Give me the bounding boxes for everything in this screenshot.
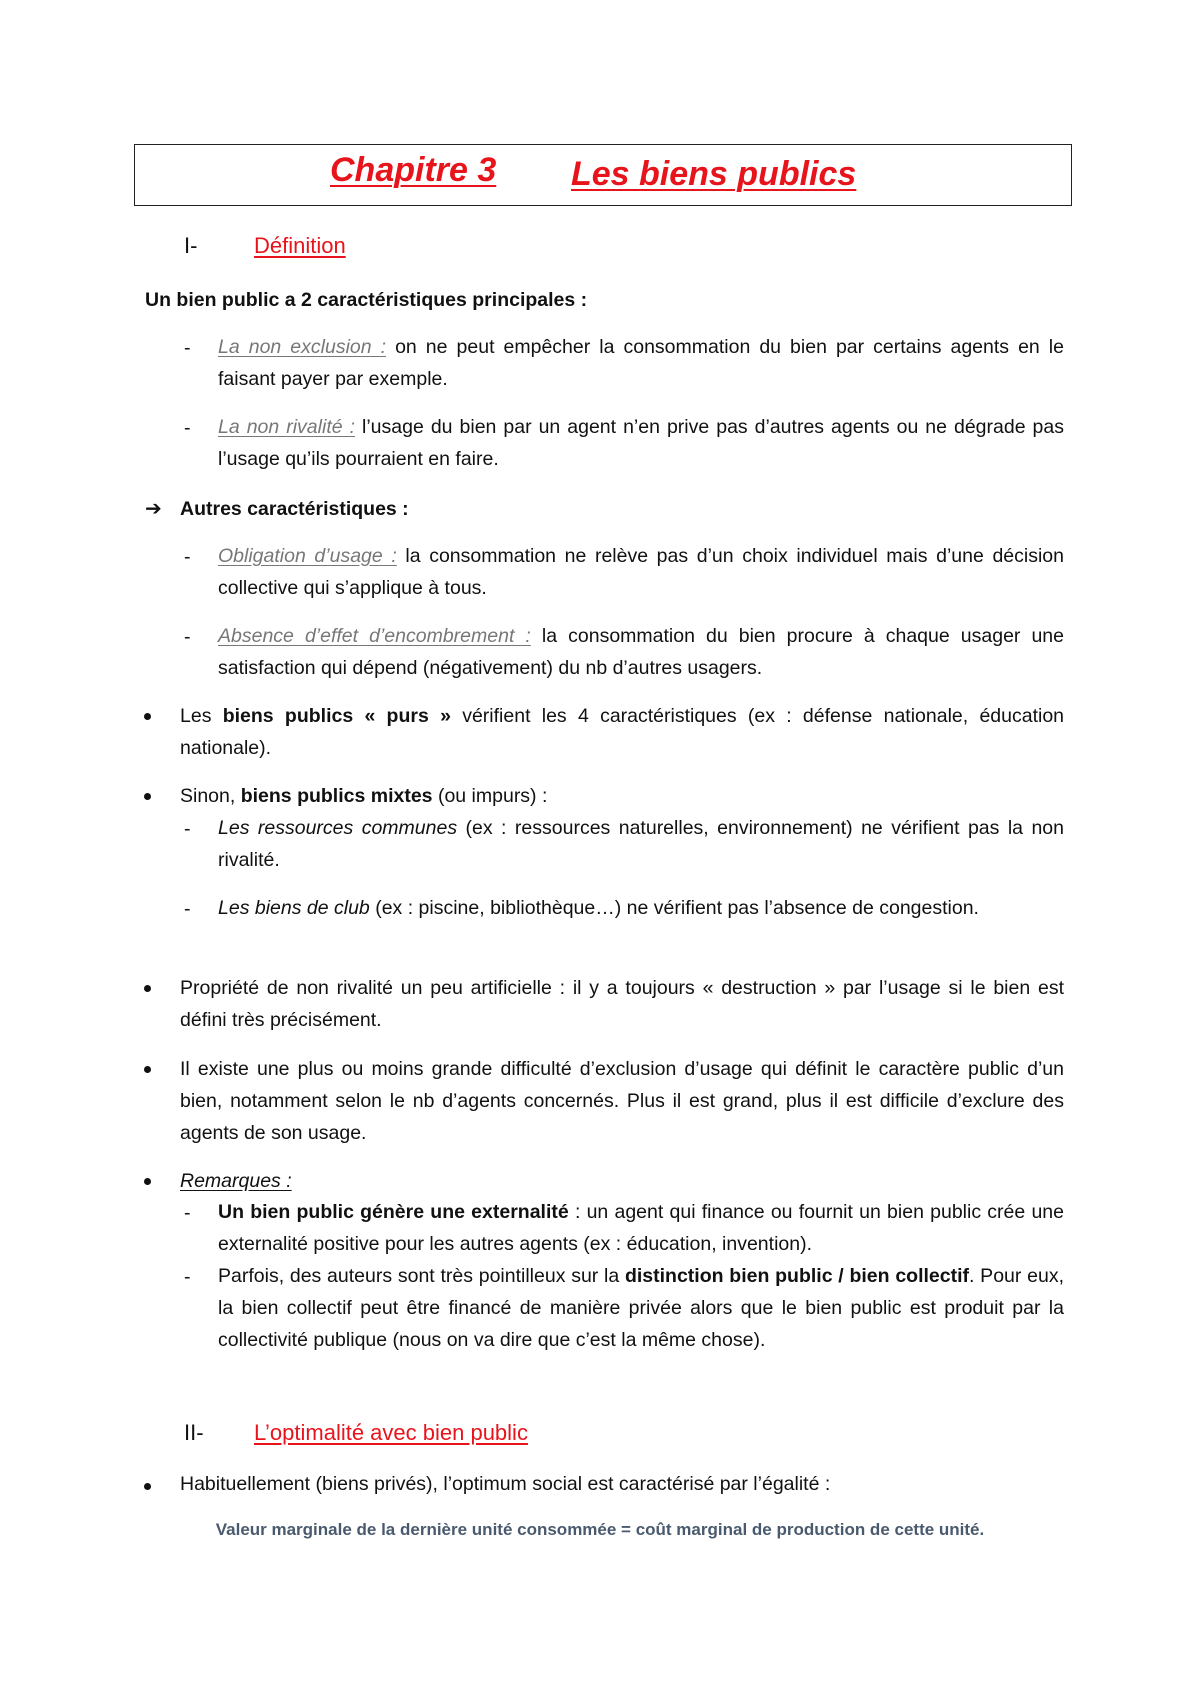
term: Les ressources communes: [218, 817, 458, 839]
text: . Pour eux, la bien collectif peut être financé de manière privée alors que le bien public est produit par la collectivité publique (nous on va dire que c’est la même chose).: [218, 1265, 1064, 1351]
bullet-dot-icon: [144, 713, 151, 720]
term: La non exclusion :: [218, 336, 387, 358]
section-1-heading: [184, 233, 346, 259]
term: Absence d’effet d’encombrement :: [218, 625, 531, 647]
section-2-title: L’optimalité avec bien public: [254, 1420, 528, 1445]
item-text: l’usage du bien par un agent n’en prive pas d’autres agents ou ne dégrade pas l’usage qu’ils pourraient en faire.: [218, 416, 1064, 470]
bullet-dot-icon: [144, 1066, 151, 1073]
list-dash: -: [184, 898, 191, 920]
item-text: on ne peut empêcher la consommation du bien par certains agents en le faisant payer par exemple.: [218, 336, 1064, 390]
formula-text: Valeur marginale de la dernière unité consommée = coût marginal de production de cette unité.: [215, 1520, 985, 1539]
bold-text: distinction bien public / bien collectif: [624, 1265, 970, 1287]
bullet-dot-icon: [144, 1178, 151, 1185]
item-text: la consommation du bien procure à chaque usager une satisfaction qui dépend (négativement) du nb d’autres usagers.: [218, 625, 1064, 679]
arrow-icon: ➔: [145, 498, 162, 520]
bullet-dot-icon: [144, 1483, 151, 1490]
section-2-number: II-: [184, 1420, 204, 1445]
chapter-title-box: [134, 144, 1072, 206]
chapter-number: Chapitre 3: [330, 151, 497, 189]
section-2-heading: [184, 1420, 528, 1446]
item-text: (ex : ressources naturelles, environnement) ne vérifient pas la non rivalité.: [218, 817, 1064, 871]
remarque-item: [218, 1196, 1064, 1260]
list-item: [218, 331, 1064, 395]
list-dash: -: [184, 818, 191, 840]
text: Parfois, des auteurs sont très pointilleux sur la: [218, 1265, 625, 1287]
term: Obligation d’usage :: [218, 545, 397, 567]
list-item: [218, 620, 1064, 684]
list-item: [218, 812, 1064, 876]
section-1-title: Définition: [254, 233, 346, 258]
bullet-dot-icon: [144, 793, 151, 800]
chapter-subject: Les biens publics: [571, 155, 857, 193]
item-text: la consommation ne relève pas d’un choix individuel mais d’une décision collective qui s’applique à tous.: [218, 545, 1064, 599]
bold-text: Un bien public génère une externalité: [218, 1201, 569, 1223]
list-dash: -: [184, 337, 191, 359]
list-item: [218, 411, 1064, 475]
list-dash: -: [184, 1202, 191, 1224]
text: : un agent qui finance ou fournit un bien public crée une externalité positive pour les autres agents (ex : éducation, invention).: [218, 1201, 1064, 1255]
bullet-item: [180, 700, 1064, 764]
remarque-item: [218, 1260, 1064, 1356]
bold-text: biens publics mixtes: [240, 785, 433, 807]
list-dash: -: [184, 1266, 191, 1288]
bullet-dot-icon: [144, 985, 151, 992]
item-text: (ex : piscine, bibliothèque…) ne vérifient pas l’absence de congestion.: [369, 897, 979, 919]
bullet-item: Propriété de non rivalité un peu artificielle : il y a toujours « destruction » par l’usage si le bien est défini très précisément.: [180, 977, 1064, 1031]
text: vérifient les 4 caractéristiques (ex : défense nationale, éducation nationale).: [180, 705, 1065, 759]
bullet-item: [180, 780, 1064, 812]
text: Les: [180, 705, 223, 727]
section-1-number: I-: [184, 233, 198, 258]
list-item: [218, 540, 1064, 604]
list-item: [218, 892, 1064, 924]
bullet-item: Il existe une plus ou moins grande difficulté d’exclusion d’usage qui définit le caractère public d’un bien, notamment selon le nb d’agents concernés. Plus il est grand, plus il est difficile d’exclure des agents de son usage.: [180, 1058, 1064, 1144]
bold-text: biens publics « purs »: [222, 705, 451, 727]
list-dash: -: [184, 626, 191, 648]
other-heading: Autres caractéristiques :: [180, 498, 409, 520]
remarques-heading: Remarques :: [180, 1170, 292, 1192]
text: Sinon,: [180, 785, 241, 807]
term: Les biens de club: [218, 897, 370, 919]
intro-text: Un bien public a 2 caractéristiques principales :: [145, 289, 588, 311]
list-dash: -: [184, 546, 191, 568]
text: (ou impurs) :: [432, 785, 548, 807]
bullet-item: Habituellement (biens privés), l’optimum social est caractérisé par l’égalité :: [180, 1473, 831, 1495]
term: La non rivalité :: [218, 416, 356, 438]
list-dash: -: [184, 417, 191, 439]
